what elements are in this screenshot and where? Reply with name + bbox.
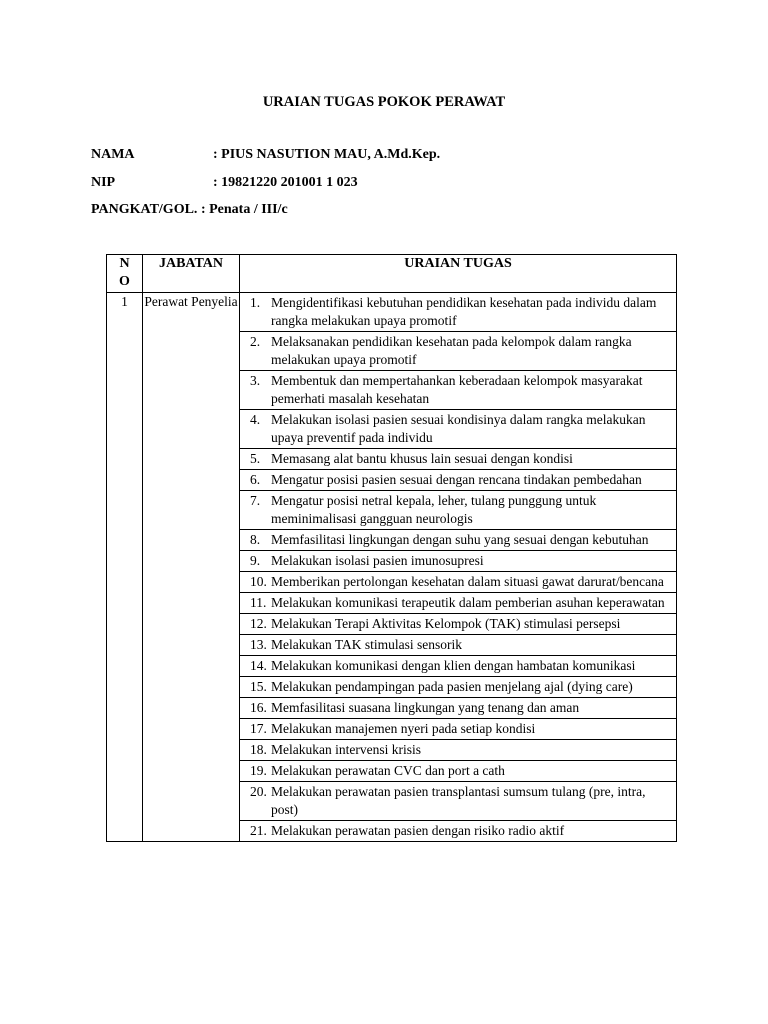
row-number: 1: [107, 293, 143, 842]
task-text: Memberikan pertolongan kesehatan dalam situasi gawat darurat/bencana: [271, 574, 664, 589]
task-number: 8.: [250, 532, 261, 547]
task-number: 17.: [250, 721, 267, 736]
nip-value: : 19821220 201001 1 023: [213, 175, 358, 190]
nama-label: NAMA: [91, 147, 135, 162]
task-text: Melakukan isolasi pasien sesuai kondisinya dalam rangka melakukan upaya preventif pada individu: [271, 412, 646, 445]
task-number: 1.: [250, 295, 261, 310]
task-item: [240, 551, 676, 572]
task-number: 9.: [250, 553, 261, 568]
task-item: [240, 332, 676, 371]
task-text: Memfasilitasi suasana lingkungan yang tenang dan aman: [271, 700, 580, 715]
task-text: Melakukan Terapi Aktivitas Kelompok (TAK) stimulasi persepsi: [271, 616, 621, 631]
task-text: Melakukan komunikasi dengan klien dengan hambatan komunikasi: [271, 658, 636, 673]
task-text: Melakukan intervensi krisis: [271, 742, 421, 757]
pangkat-value: : Penata / III/c: [200, 202, 288, 217]
task-item: [240, 572, 676, 593]
task-item: [240, 614, 676, 635]
task-number: 10.: [250, 574, 267, 589]
task-text: Melakukan TAK stimulasi sensorik: [271, 637, 463, 652]
task-text: Memasang alat bantu khusus lain sesuai dengan kondisi: [271, 451, 573, 466]
document-title: URAIAN TUGAS POKOK PERAWAT: [262, 94, 506, 110]
nama-value: : PIUS NASUTION MAU, A.Md.Kep.: [213, 147, 441, 162]
task-text: Melakukan komunikasi terapeutik dalam pemberian asuhan keperawatan: [271, 595, 665, 610]
task-number: 21.: [250, 823, 267, 838]
task-number: 11.: [250, 595, 267, 610]
task-number: 3.: [250, 373, 261, 388]
task-number: 2.: [250, 334, 261, 349]
task-item: [240, 677, 676, 698]
info-row-nama: [91, 147, 441, 163]
task-item: [240, 782, 676, 821]
header-no-label: N O: [119, 256, 130, 289]
task-number: 6.: [250, 472, 261, 487]
duties-table: [106, 254, 677, 842]
table-row: [107, 293, 677, 842]
task-number: 15.: [250, 679, 267, 694]
task-item: [240, 740, 676, 761]
task-text: Mengidentifikasi kebutuhan pendidikan kesehatan pada individu dalam rangka melakukan upaya promotif: [271, 295, 657, 328]
header-uraian-tugas: URAIAN TUGAS: [240, 255, 677, 293]
info-row-nip: [91, 175, 358, 191]
task-item: [240, 410, 676, 449]
task-item: [240, 293, 676, 332]
task-item: [240, 761, 676, 782]
task-number: 5.: [250, 451, 261, 466]
row-jabatan: Perawat Penyelia: [143, 293, 240, 842]
task-number: 4.: [250, 412, 261, 427]
task-item: [240, 719, 676, 740]
task-item: [240, 449, 676, 470]
info-row-pangkat: [91, 202, 288, 218]
header-jabatan: JABATAN: [143, 255, 240, 293]
task-item: [240, 635, 676, 656]
task-text: Memfasilitasi lingkungan dengan suhu yang sesuai dengan kebutuhan: [271, 532, 649, 547]
nip-label: NIP: [91, 175, 116, 190]
task-text: Melakukan isolasi pasien imunosupresi: [271, 553, 484, 568]
task-number: 13.: [250, 637, 267, 652]
task-number: 20.: [250, 784, 267, 799]
task-number: 7.: [250, 493, 261, 508]
header-no: [107, 255, 143, 293]
task-number: 12.: [250, 616, 267, 631]
task-text: Melaksanakan pendidikan kesehatan pada kelompok dalam rangka melakukan upaya promotif: [271, 334, 632, 367]
task-number: 16.: [250, 700, 267, 715]
task-text: Melakukan perawatan pasien dengan risiko radio aktif: [271, 823, 565, 838]
task-item: [240, 593, 676, 614]
task-item: [240, 371, 676, 410]
task-item: [240, 491, 676, 530]
task-list: [240, 293, 677, 842]
pangkat-label: PANGKAT/GOL.: [91, 202, 198, 217]
task-text: Melakukan manajemen nyeri pada setiap kondisi: [271, 721, 536, 736]
task-item: [240, 470, 676, 491]
task-item: [240, 656, 676, 677]
task-item: [240, 530, 676, 551]
task-text: Melakukan pendampingan pada pasien menjelang ajal (dying care): [271, 679, 633, 694]
task-item: [240, 698, 676, 719]
task-text: Mengatur posisi netral kepala, leher, tulang punggung untuk meminimalisasi gangguan neurologis: [271, 493, 597, 526]
task-text: Membentuk dan mempertahankan keberadaan kelompok masyarakat pemerhati masalah kesehatan: [271, 373, 643, 406]
task-text: Melakukan perawatan pasien transplantasi sumsum tulang (pre, intra, post): [271, 784, 646, 817]
task-item: [240, 821, 676, 841]
table-header-row: [107, 255, 677, 293]
task-number: 19.: [250, 763, 267, 778]
task-text: Melakukan perawatan CVC dan port a cath: [271, 763, 505, 778]
task-text: Mengatur posisi pasien sesuai dengan rencana tindakan pembedahan: [271, 472, 642, 487]
task-number: 14.: [250, 658, 267, 673]
task-number: 18.: [250, 742, 267, 757]
